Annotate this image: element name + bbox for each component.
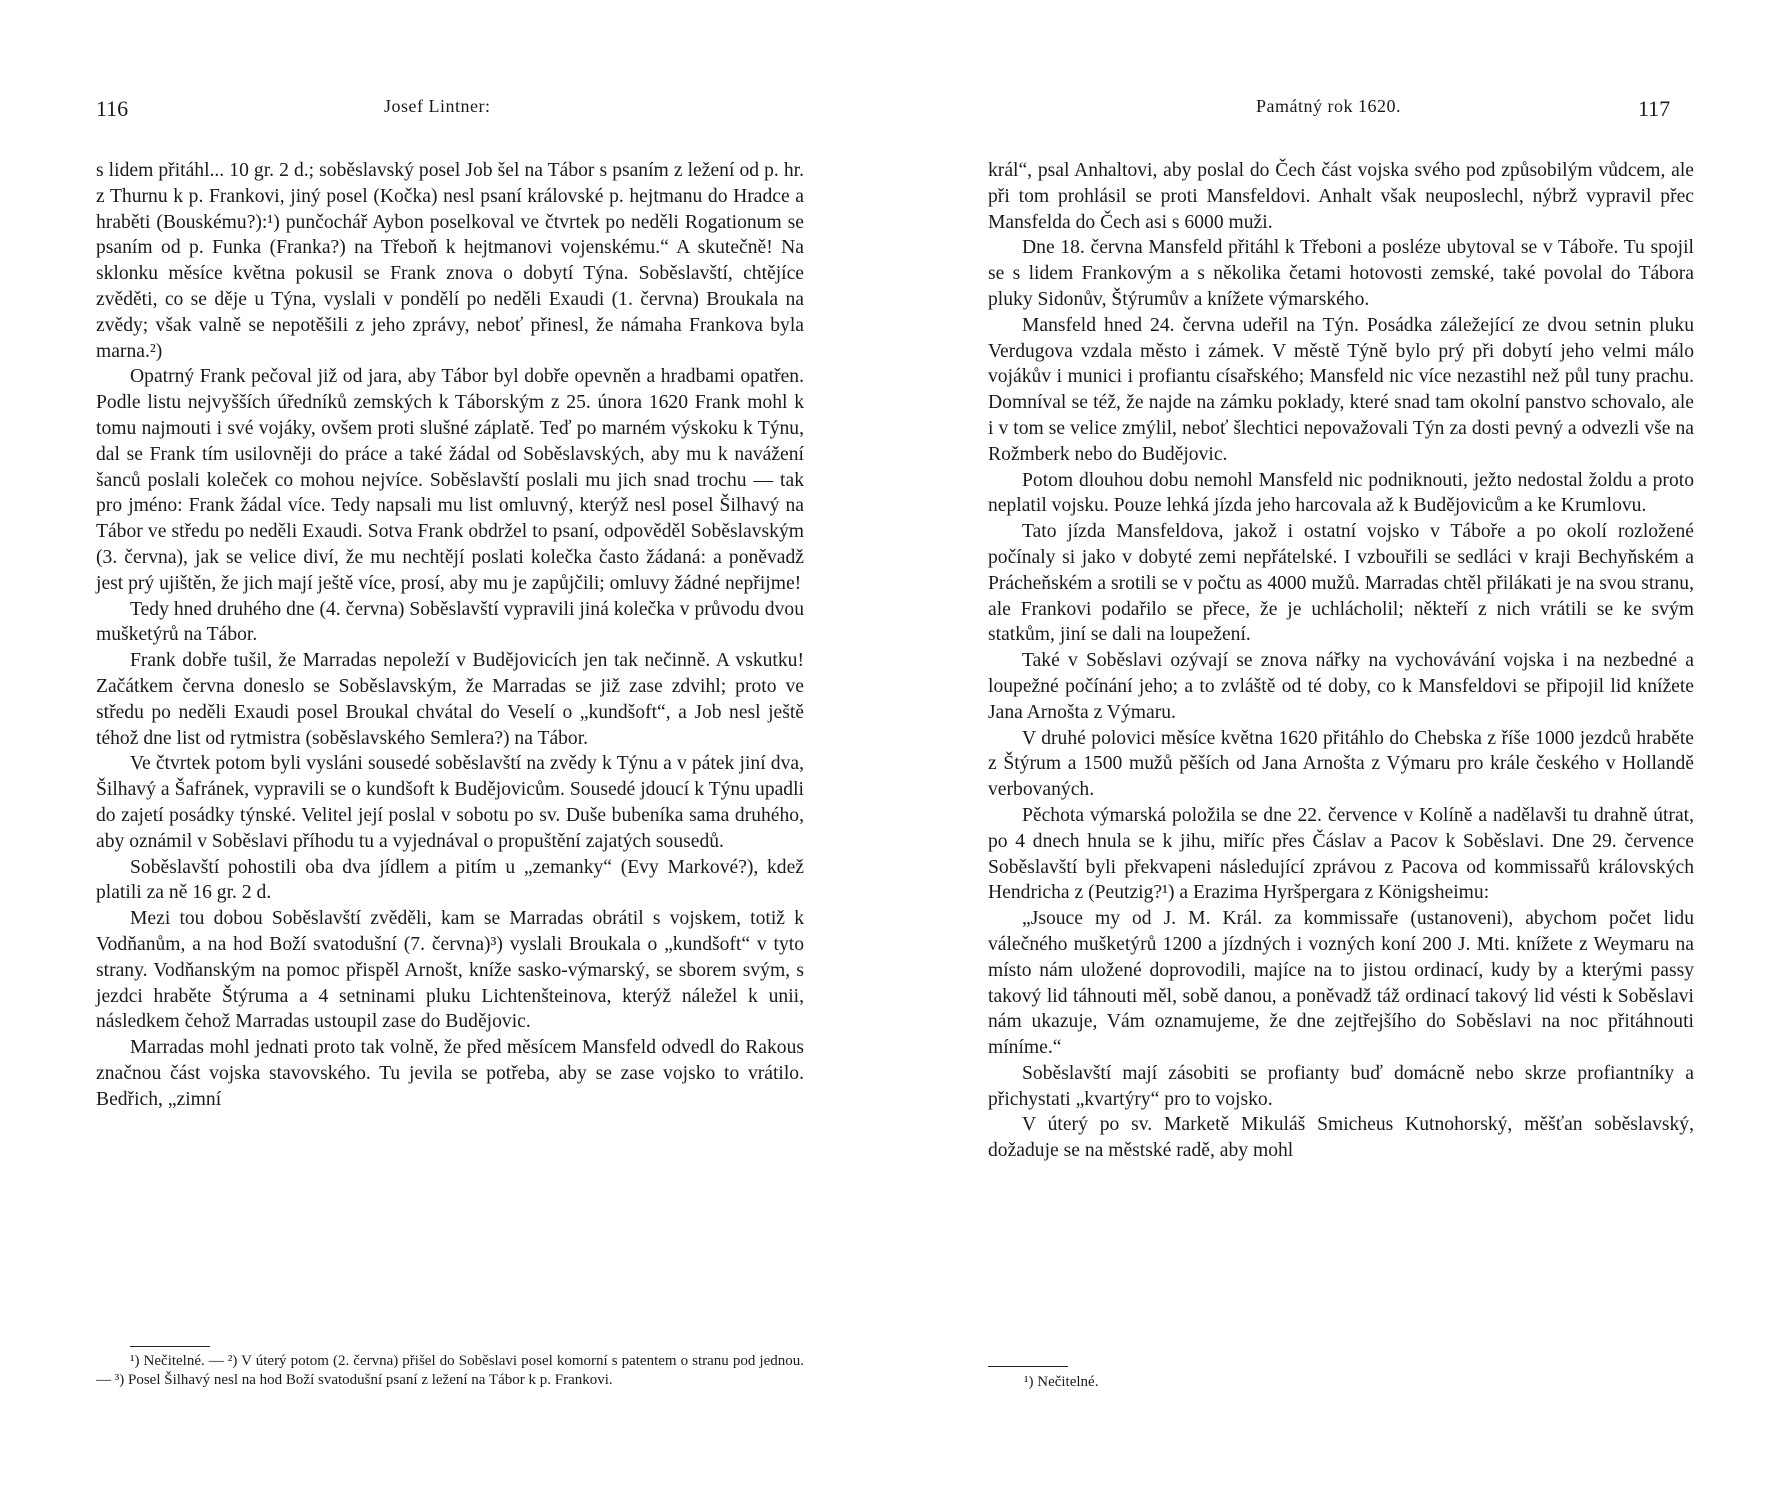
paragraph: Ve čtvrtek potom byli vysláni sousedé soběslavští na zvědy k Týnu a v pátek jiní dva, Šilhavý a Šafránek, vypravili se o kundšoft k Budějovicům. Sousedé jdoucí k Týnu upadli do zajetí posádky týnské. Velitel její poslal v sobotu po sv. Duše bubeníka sama druhého, aby oznámil v Soběslavi příhodu tu a vyjednával o propuštění zajatých sousedů. xyxy=(96,753,804,852)
paragraph: Soběslavští mají zásobiti se profianty buď domácně nebo skrze profiantníky a přichystati „kvartýry“ pro to vojsko. xyxy=(988,1062,1694,1110)
right-running-head: Památný rok 1620. xyxy=(1256,96,1401,116)
paragraph: Mansfeld hned 24. června udeřil na Týn. Posádka záležející ze dvou setnin pluku Verdugova vzdala město i zámek. V městě Týně bylo prý při dobytí jeho velmi málo vojákův i munici i profiantu císařského; Mansfeld nic více nezastihl než půl tuny prachu. Domníval se též, že najde na zámku poklady, které snad tam okolní panstvo schovalo, ale i v tom se velice zmýlil, neboť šlechtici nepovažovali Týn za dosti pevný a odvezli vše na Rožmberk nebo do Budějovic. xyxy=(988,314,1694,465)
paragraph: V úterý po sv. Marketě Mikuláš Smicheus Kutnohorský, měšťan soběslavský, dožaduje se na městské radě, aby mohl xyxy=(988,1114,1694,1162)
paragraph: Marradas mohl jednati proto tak volně, že před měsícem Mansfeld odvedl do Rakous značnou část vojska stavovského. Tu jevila se potřeba, aby se zase vojsko to vrátilo. Bedřich, „zimní xyxy=(96,1037,804,1110)
paragraph: Soběslavští pohostili oba dva jídlem a pitím u „zemanky“ (Evy Markové?), kdež platili za ně 16 gr. 2 d. xyxy=(96,856,804,904)
paragraph: Také v Soběslavi ozývají se znova nářky na vychovávání vojska i na nezbedné a loupežné počínání jeho; a to zvláště od té doby, co k Mansfeldovi se připojil lid knížete Jana Arnošta z Výmaru. xyxy=(988,650,1694,723)
paragraph: Frank dobře tušil, že Marradas nepoleží v Budějovicích jen tak nečinně. A vskutku! Začátkem června doneslo se Soběslavským, že Marradas se již zase zdvihl; proto ve středu po neděli Exaudi posel Broukal chvátal do Veselí o „kundšoft“, a Job nesl ještě téhož dne list od rytmistra (soběslavského Semlera?) na Tábor. xyxy=(96,650,804,749)
left-page-header xyxy=(0,96,890,136)
right-page xyxy=(890,0,1780,1500)
paragraph: Potom dlouhou dobu nemohl Mansfeld nic podniknouti, ježto nedostal žoldu a proto neplatil vojsku. Pouze lehká jízda jeho harcovala až k Budějovicům a ke Krumlovu. xyxy=(988,469,1694,517)
paragraph: Opatrný Frank pečoval již od jara, aby Tábor byl dobře opevněn a hradbami opatřen. Podle listu nejvyšších úředníků zemských k Táborským z 25. února 1620 Frank mohl k tomu najmouti i své vojáky, ovšem proti slušné záplatě. Teď po marném výskoku k Týnu, dal se Frank tím usilovněji do práce a také žádal od Soběslavských, aby mu k navážení šanců poslali koleček co mohou nejvíce. Soběslavští poslali mu jich snad trochu — tak pro jméno: Frank žádal více. Tedy napsali mu list omluvný, kterýž nesl posel Šilhavý na Tábor ve středu po neděli Exaudi. Sotva Frank obdržel to psaní, odpověděl Soběslavským (3. června), jak se velice diví, že mu nechtějí poslati kolečka často žádaná: a poněvadž jest prý ujištěn, že jich mají ještě více, prosí, aby mu je zapůjčili; omluvy žádné nepřijme! xyxy=(96,366,804,594)
right-body-text xyxy=(988,158,1694,1164)
paragraph: s lidem přitáhl... 10 gr. 2 d.; soběslavský posel Job šel na Tábor s psaním z ležení od p. hr. z Thurnu k p. Frankovi, jiný posel (Kočka) nesl psaní královské p. hejtmanu do Hradce a hraběti (Bouskému?):¹) punčochář Aybon poselkoval ve čtvrtek po neděli Rogationum se psaním od p. Funka (Franka?) na Třeboň k hejtmanovi vojenskému.“ A skutečně! Na sklonku měsíce května pokusil se Frank znova o dobytí Týna. Soběslavští, chtějíce zvěděti, co se děje u Týna, vyslali v pondělí po neděli Exaudi (1. června) Broukala na zvědy; však valně se nepotěšili z jeho zprávy, neboť přinesl, že námaha Frankova byla marna.²) xyxy=(96,160,804,362)
paragraph: Tato jízda Mansfeldova, jakož i ostatní vojsko v Táboře a po okolí rozložené počínaly si jako v dobyté zemi nepřátelské. I vzbouřili se sedláci v kraji Bechyňském a Prácheňském a srotili se v počtu as 4000 mužů. Marradas chtěl přilákati je na svou stranu, ale Frankovi podařilo se přece, že je uchlácholil; někteří z nich vrátili se ke svým statkům, jiní se dali na loupežení. xyxy=(988,521,1694,646)
paragraph: Pěchota výmarská položila se dne 22. července v Kolíně a nadělavši tu drahně útrat, po 4 dnech hnula se k jihu, miříc přes Čáslav a Pacov k Soběslavi. Dne 29. července Soběslavští byli překvapeni následující zprávou z Pacova od kommissařů královských Hendricha z (Peutzig?¹) a Erazima Hyršpergara z Königsheimu: xyxy=(988,804,1694,904)
footnote-rule xyxy=(988,1366,1068,1367)
right-page-number: 117 xyxy=(1638,96,1671,121)
footnote: ¹) Nečitelné. — ²) V úterý potom (2. června) přišel do Soběslavi posel komorní s patentem o stranu pod jednou. — ³) Posel Šilhavý nesl na hod Boží svatodušní psaní z ležení na Tábor k p. Frankovi. xyxy=(96,1353,804,1388)
left-body-text xyxy=(96,158,804,1112)
paragraph: Dne 18. června Mansfeld přitáhl k Třeboni a posléze ubytoval se v Táboře. Tu spojil se s lidem Frankovým a s několika četami hotovosti zemské, také povolal do Tábora pluky Sidonův, Štýrumův a knížete výmarského. xyxy=(988,237,1694,310)
left-footnotes xyxy=(96,1352,804,1390)
paragraph: V druhé polovici měsíce května 1620 přitáhlo do Chebska z říše 1000 jezdců hraběte z Štýrum a 1500 mužů pěších od Jana Arnošta z Výmaru pro krále českého v Hollandě verbovaných. xyxy=(988,727,1694,801)
paragraph: „Jsouce my od J. M. Král. za kommissaře (ustanoveni), abychom počet lidu válečného mušketýrů 1200 a jízdných i vozných koní 200 J. Mti. knížete z Weymaru na místo nám uložené doprovodili, majíce na to jistou ordinací, kudy by a kterými passy takový lid táhnouti měl, sobě danou, a poněvadž táž ordinací takový lid vésti k Soběslavi nám ukazuje, Vám oznamujeme, že dne zejtřejšího do Soběslavi na noc přitáhnouti míníme.“ xyxy=(988,908,1694,1059)
paragraph: král“, psal Anhaltovi, aby poslal do Čech část vojska svého pod způsobilým vůdcem, ale při tom prohlásil se proti Mansfeldovi. Anhalt však neuposlechl, nýbrž vypravil přec Mansfelda do Čech asi s 6000 muži. xyxy=(988,160,1694,233)
right-page-header xyxy=(890,96,1780,136)
left-running-head: Josef Lintner: xyxy=(384,96,491,116)
footnote: ¹) Nečitelné. xyxy=(1024,1374,1099,1390)
footnote-rule xyxy=(130,1346,210,1347)
left-page-number: 116 xyxy=(96,96,129,121)
paragraph: Tedy hned druhého dne (4. června) Soběslavští vypravili jiná kolečka v průvodu dvou mušketýrů na Tábor. xyxy=(96,598,804,646)
right-footnotes xyxy=(1024,1373,1524,1392)
paragraph: Mezi tou dobou Soběslavští zvěděli, kam se Marradas obrátil s vojskem, totiž k Vodňanům, a na hod Boží svatodušní (7. června)³) vyslali Broukala o „kundšoft“ v tyto strany. Vodňanským na pomoc přispěl Arnošt, kníže sasko-výmarský, se sborem svým, s jezdci hraběte Štýruma a 4 setninami pluku Lichtenšteinova, kterýž náležel k unii, následkem čehož Marradas ustoupil zase do Budějovic. xyxy=(96,908,804,1033)
